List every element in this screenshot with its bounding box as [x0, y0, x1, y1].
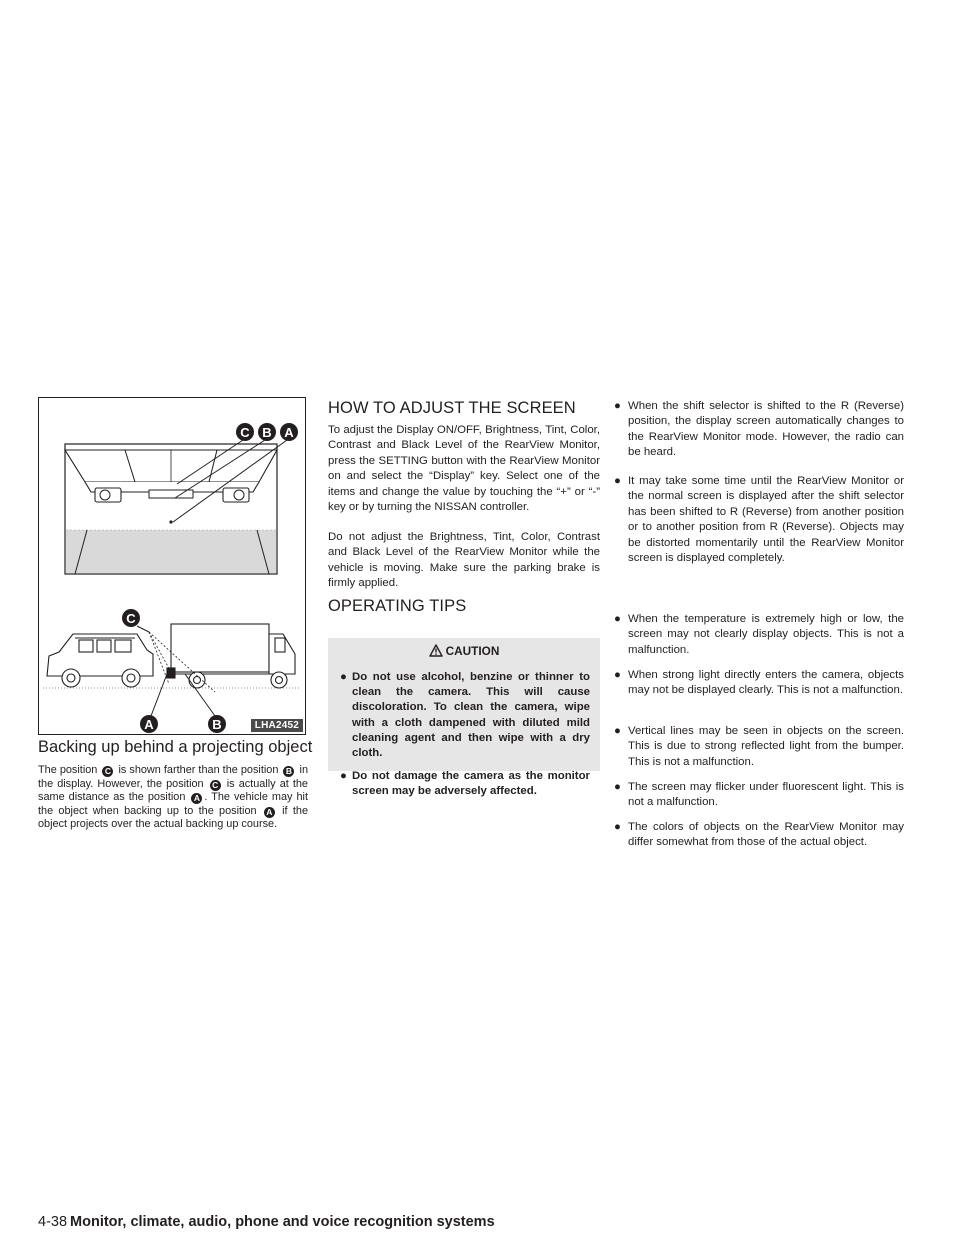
tip-item: ● Vertical lines may be seen in objects on the screen. This is due to strong reflected light from the bumper. This is not a malfunction.: [614, 725, 904, 768]
svg-text:A: A: [144, 717, 154, 732]
heading-operating-tips: OPERATING TIPS: [328, 597, 467, 615]
position-marker-c: C: [102, 766, 113, 777]
label-c-top: [236, 423, 254, 441]
tip-item: ● When the shift selector is shifted to the R (Reverse) position, the display screen automatically changes to the RearView Monitor mode. However, the radio can be heard.: [614, 400, 904, 459]
svg-text:C: C: [126, 611, 136, 626]
caution-item: ● Do not use alcohol, benzine or thinner to clean the camera. This will cause discoloration. To clean the camera, wipe with a cloth dampened with diluted mild cleaning agent and then wipe with a dry cloth.: [340, 671, 590, 760]
warning-icon: [429, 644, 443, 657]
figure-code: LHA2452: [251, 719, 303, 732]
page-footer: [38, 1214, 495, 1230]
position-marker-c: C: [210, 780, 221, 791]
tip-item: ● The colors of objects on the RearView Monitor may differ somewhat from those of the actual object.: [614, 821, 904, 849]
label-b-side: [208, 715, 226, 733]
position-marker-a: A: [191, 793, 202, 804]
position-marker-a: A: [264, 807, 275, 818]
caution-list: [340, 670, 590, 808]
section-title: Monitor, climate, audio, phone and voice recognition systems: [70, 1214, 495, 1230]
label-a-side: [140, 715, 158, 733]
monitor-ground-band: [66, 530, 276, 573]
label-c-side: [122, 609, 140, 627]
caution-box: [328, 638, 600, 798]
tip-item: ● When strong light directly enters the camera, objects may not be displayed clearly. This is not a malfunction.: [614, 669, 904, 697]
svg-text:A: A: [284, 425, 294, 440]
caution-item: ● Do not damage the camera as the monitor screen may be adversely affected.: [340, 770, 590, 798]
para-adjust-screen: To adjust the Display ON/OFF, Brightness, Tint, Color, Contrast and Black Level of the RearView Monitor, press the SETTING button with the RearView Monitor on and select the “Display” key. Select one of the items and change the value by touching the “+” or “-” key or by turning the NISSAN controller.: [328, 424, 600, 514]
figure-caption-title: Backing up behind a projecting object: [38, 738, 313, 756]
para-adjust-warning: Do not adjust the Brightness, Tint, Color, Contrast and Black Level of the RearView Monitor while the vehicle is moving. Make sure the parking brake is firmly applied.: [328, 531, 600, 590]
position-marker-b: B: [283, 766, 294, 777]
caution-header: [328, 644, 600, 658]
diagram-illustration: [39, 398, 305, 734]
figure-rearview-diagram: [38, 397, 306, 735]
label-b-top: [258, 423, 276, 441]
svg-text:B: B: [212, 717, 222, 732]
svg-text:B: B: [262, 425, 272, 440]
tip-item: ● When the temperature is extremely high or low, the screen may not clearly display objects. This is not a malfunction.: [614, 613, 904, 656]
tip-item: ● The screen may flicker under fluorescent light. This is not a malfunction.: [614, 781, 904, 809]
tip-item: ● It may take some time until the RearView Monitor or the normal screen is displayed after the shift selector has been shifted to R (Reverse) from another position or to another position from R (Reverse). Objects may be distorted momentarily until the RearView Monitor screen is displayed completely.: [614, 475, 904, 565]
truck-illustration: [167, 624, 295, 688]
suv-illustration: [47, 634, 153, 687]
label-a-top: [280, 423, 298, 441]
figure-caption-body: The position C is shown farther than the position B in the display. However, the position C is actually at the same distance as the position A . The vehicle may hit the object when backing up to the position A if the object projects over the actual backing up course.: [38, 764, 308, 831]
page-number: 4-38: [38, 1214, 68, 1230]
svg-text:C: C: [240, 425, 250, 440]
heading-adjust-screen: HOW TO ADJUST THE SCREEN: [328, 399, 576, 417]
caution-title: CAUTION: [445, 644, 500, 658]
